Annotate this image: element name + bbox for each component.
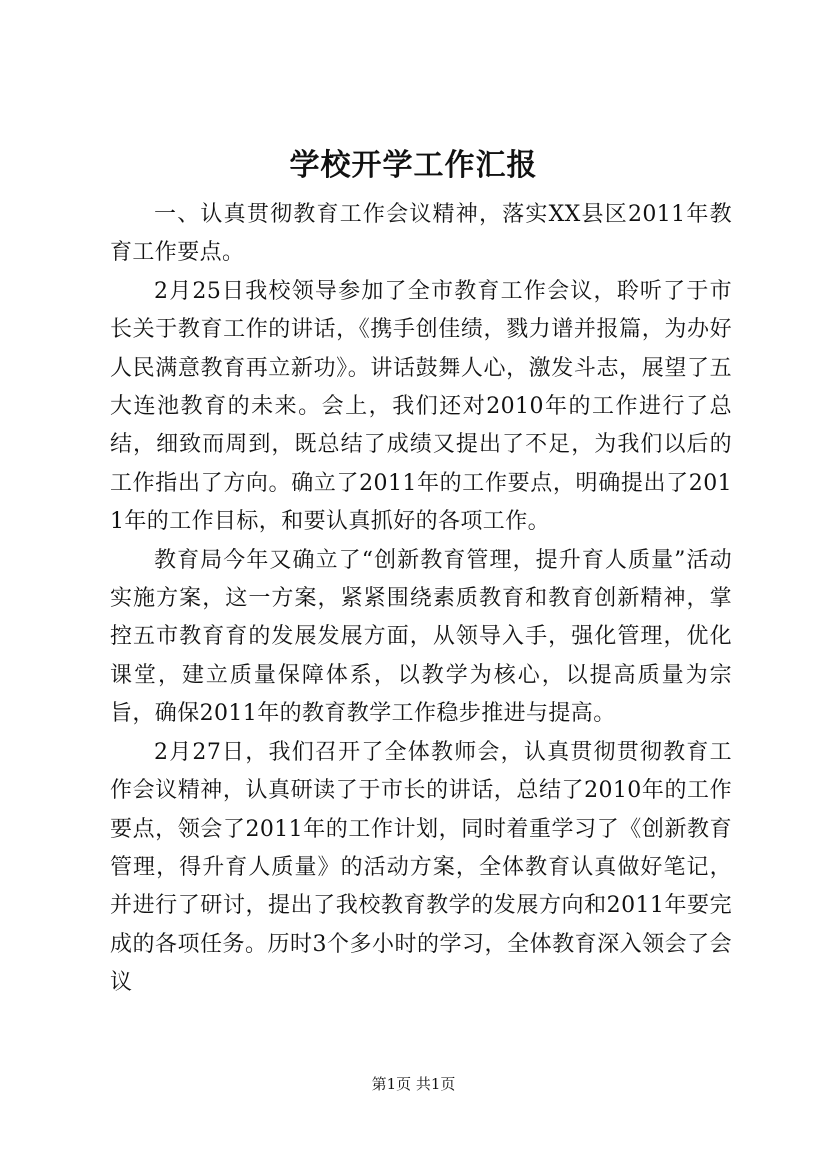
document-title: 学校开学工作汇报 bbox=[289, 148, 538, 183]
paragraph: 2月27日，我们召开了全体教师会，认真贯彻贯彻教育工作会议精神，认真研读了于市长的讲话，总结了2010年的工作要点，领会了2011年的工作计划，同时着重学习了《创新教育管理，得升育人质量》的活动方案，全体教育认真做好笔记，并进行了研讨，提出了我校教育教学的发展方向和2011年要完成的各项任务。历时3个多小时的学习，全体教育深入领会了会议 bbox=[110, 739, 732, 996]
paragraph: 2月25日我校领导参加了全市教育工作会议，聆听了于市长关于教育工作的讲话，《携手创佳绩，戮力谱并报篇，为办好人民满意教育再立新功》。讲话鼓舞人心，激发斗志，展望了五大连池教育的未来。会上，我们还对2010年的工作进行了总结，细致而周到，既总结了成绩又提出了不足，为我们以后的工作指出了方向。确立了2011年的工作要点，明确提出了2011年的工作目标，和要认真抓好的各项工作。 bbox=[110, 278, 732, 535]
paragraph: 教育局今年又确立了“创新教育管理，提升育人质量”活动实施方案，这一方案，紧紧围绕素质教育和教育创新精神，掌控五市教育育的发展发展方面，从领导入手，强化管理，优化课堂，建立质量保障体系，以教学为核心，以提高质量为宗旨，确保2011年的教育教学工作稳步推进与提高。 bbox=[110, 547, 732, 727]
document-body bbox=[110, 196, 732, 1003]
page-number-footer: 第1页 共1页 bbox=[371, 1075, 456, 1093]
paragraph: 一、认真贯彻教育工作会议精神，落实XX县区2011年教育工作要点。 bbox=[110, 202, 732, 266]
